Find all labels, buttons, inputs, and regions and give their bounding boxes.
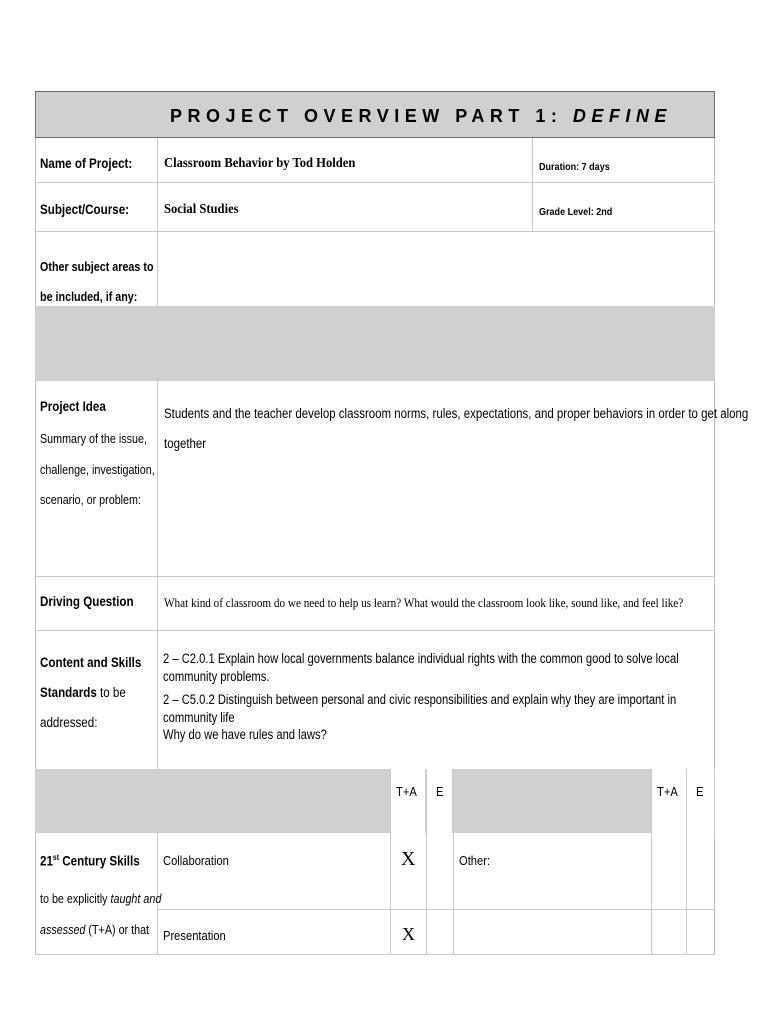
page-title-emph: DEFINE bbox=[572, 106, 672, 126]
driving-question-value: What kind of classroom do we need to help us learn? What would the classroom look like, sound like, and feel like? bbox=[164, 595, 684, 610]
standard-1: 2 – C2.0.1 Explain how local governments balance individual rights with the common good to solve local community problems. bbox=[163, 651, 679, 684]
standard-2: 2 – C5.0.2 Distinguish between personal and civic responsibilities and explain why they are important in community life Why do we have rules and laws? bbox=[163, 692, 677, 742]
duration-value: Duration: 7 days bbox=[539, 161, 610, 173]
skill-collaboration: Collaboration bbox=[163, 853, 229, 868]
presentation-ta-mark: X bbox=[402, 924, 415, 944]
collaboration-ta-mark: X bbox=[401, 848, 416, 870]
ta-header-left: T+A bbox=[396, 784, 417, 799]
page-title bbox=[170, 106, 672, 127]
project-name-value: Classroom Behavior by Tod Holden bbox=[164, 156, 356, 171]
e-header-left: E bbox=[436, 784, 444, 799]
grade-level-value: Grade Level: 2nd bbox=[539, 206, 613, 218]
skills-header-band bbox=[35, 769, 715, 833]
other-subjects-label: Other subject areas to be included, if any: bbox=[40, 260, 154, 304]
project-idea-label: Project Idea bbox=[40, 399, 106, 414]
other-skills-label: Other: bbox=[459, 853, 491, 868]
section-divider-band bbox=[35, 306, 715, 381]
subject-course-value: Social Studies bbox=[164, 202, 239, 217]
name-of-project-label: Name of Project: bbox=[40, 156, 133, 171]
driving-question-label: Driving Question bbox=[40, 594, 134, 609]
project-idea-value: Students and the teacher develop classroom norms, rules, expectations, and proper behaviors in order to get along together bbox=[164, 406, 749, 451]
project-idea-description: Summary of the issue, challenge, investigation, scenario, or problem: bbox=[40, 432, 155, 507]
skill-presentation: Presentation bbox=[163, 928, 226, 943]
content-standards-value bbox=[163, 650, 679, 744]
page-title-main: PROJECT OVERVIEW PART 1: bbox=[170, 106, 563, 126]
subject-course-label: Subject/Course: bbox=[40, 202, 130, 217]
century-skills-description: to be explicitly taught and assessed (T+A) or that bbox=[40, 892, 162, 937]
century-skills-label: 21st Century Skills bbox=[40, 853, 140, 869]
content-standards-label: Content and Skills Standards to be addressed: bbox=[40, 655, 142, 730]
e-header-right: E bbox=[696, 784, 704, 799]
ta-header-right: T+A bbox=[657, 784, 678, 799]
